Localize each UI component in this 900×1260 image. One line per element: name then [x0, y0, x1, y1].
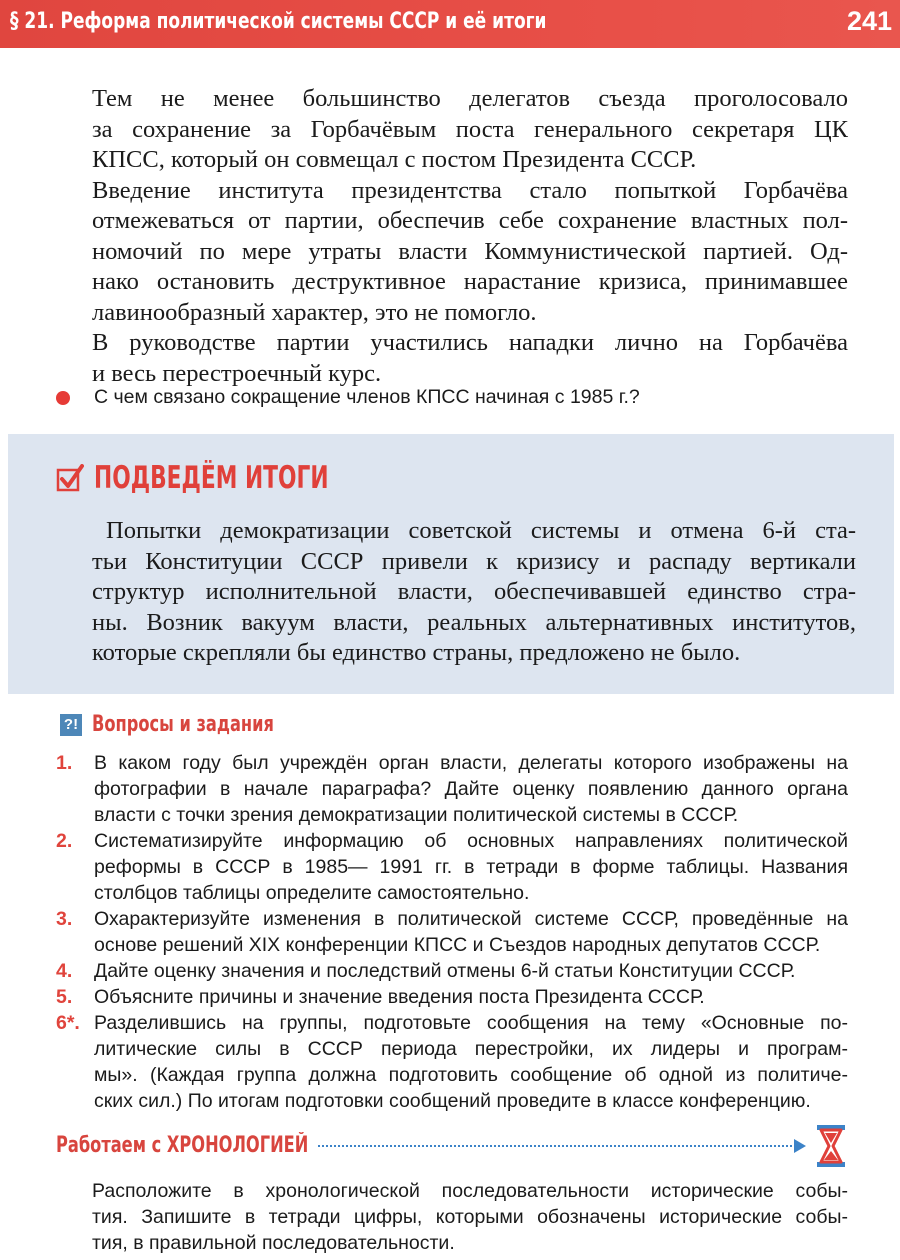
task-number: 4. [56, 960, 73, 982]
task-line: основе решений XIX конференции КПСС и Съездов народных депутатов СССР. [94, 934, 821, 956]
paragraph [92, 328, 848, 389]
task-line: Разделившись на группы, подготовьте сообщения на тему «Основные по- [94, 1012, 848, 1034]
task-line: В каком году был учреждён орган власти, делегаты которого изображены на [94, 752, 848, 774]
chapter-title: § 21. Реформа политической системы СССР и её итоги [10, 9, 547, 34]
task-line: столбцов таблицы определите самостоятельно. [94, 882, 530, 904]
arrow-right-icon [794, 1139, 806, 1153]
text-line: Введение института президентства стало попыткой Горбачёва [92, 176, 848, 204]
checkbox-icon [56, 464, 84, 492]
task-line: фотографии в начале параграфа? Дайте оценку появлению данного органа [94, 778, 848, 800]
chronology-title: Работаем с ХРОНОЛОГИЕЙ [56, 1133, 309, 1158]
task-item [56, 750, 848, 828]
task-number: 1. [56, 752, 73, 774]
text-line: Тем не менее большинство делегатов съезда проголосовало [92, 85, 848, 112]
text-line: номочий по мере утраты власти Коммунистической партией. Од- [92, 237, 848, 265]
hourglass-icon [814, 1124, 848, 1168]
text-line: и весь перестроечный курс. [92, 359, 382, 387]
summary-box [8, 434, 894, 694]
summary-text [92, 516, 856, 669]
question-text: С чем связано сокращение членов КПСС начиная с 1985 г.? [94, 386, 640, 408]
page-header [0, 0, 900, 48]
text-line: лавинообразный характер, это не помогло. [92, 298, 537, 326]
task-line: Дайте оценку значения и последствий отмены 6-й статьи Конституции СССР. [94, 960, 796, 982]
text-line: тьи Конституции СССР привели к кризису и распаду вертикали [92, 547, 856, 575]
task-number: 2. [56, 830, 73, 852]
paragraph [92, 176, 848, 329]
dotted-arrow-line [318, 1145, 796, 1147]
task-line: Объясните причины и значение введения поста Президента СССР. [94, 986, 705, 1008]
text-line: за сохранение за Горбачёвым поста генерального секретаря ЦК [92, 115, 848, 143]
task-item [56, 958, 848, 984]
text-line: нако остановить деструктивное нарастание кризиса, принимавшее [92, 268, 848, 295]
task-line: ских сил.) По итогам подготовки сообщений проведите в классе конференцию. [94, 1090, 811, 1112]
questions-title: Вопросы и задания [92, 712, 274, 737]
question-exclamation-icon: ?! [60, 714, 82, 736]
task-item [56, 906, 848, 958]
chronology-text [92, 1178, 848, 1256]
chronology-heading [56, 1127, 856, 1171]
text-line: отмежеваться от партии, обеспечив себе сохранение властных пол- [92, 207, 848, 234]
text-line: тия. Запишите в тетради цифры, которыми обозначены исторические собы- [92, 1206, 848, 1228]
task-item [56, 984, 848, 1010]
body-text [92, 84, 848, 389]
task-item [56, 828, 848, 906]
task-item [56, 1010, 848, 1114]
text-line: Расположите в хронологической последовательности исторические собы- [92, 1180, 848, 1202]
task-line: Охарактеризуйте изменения в политической системе СССР, проведённые на [94, 908, 848, 930]
task-line: власти с точки зрения демократизации политической системы в СССР. [94, 804, 739, 826]
paragraph [92, 84, 848, 176]
text-line: структур исполнительной власти, обеспечивавшей единство стра- [92, 578, 856, 605]
task-number: 3. [56, 908, 73, 930]
text-line: ны. Возник вакуум власти, реальных альтернативных институтов, [92, 608, 856, 636]
red-dot-icon [56, 391, 70, 405]
task-line: мы». (Каждая группа должна подготовить сообщение об одной из политиче- [94, 1064, 848, 1086]
task-line: реформы в СССР в 1985— 1991 гг. в тетради в форме таблицы. Названия [94, 856, 848, 878]
task-line: Систематизируйте информацию об основных направлениях политической [94, 830, 848, 852]
page-number: 241 [846, 6, 892, 36]
text-line: КПСС, который он совмещал с постом Президента СССР. [92, 146, 697, 173]
tasks-list [56, 750, 848, 1114]
text-line: которые скрепляли бы единство страны, предложено не было. [92, 639, 741, 666]
task-number: 6*. [56, 1012, 80, 1034]
text-line: Попытки демократизации советской системы и отмена 6-й ста- [106, 517, 856, 544]
task-line: литические силы в СССР периода перестройки, их лидеры и програм- [94, 1038, 848, 1060]
text-line: тия, в правильной последовательности. [92, 1232, 455, 1254]
summary-title: ПОДВЕДЁМ ИТОГИ [94, 460, 329, 496]
text-line: В руководстве партии участились нападки лично на Горбачёва [92, 329, 848, 356]
task-number: 5. [56, 986, 73, 1008]
